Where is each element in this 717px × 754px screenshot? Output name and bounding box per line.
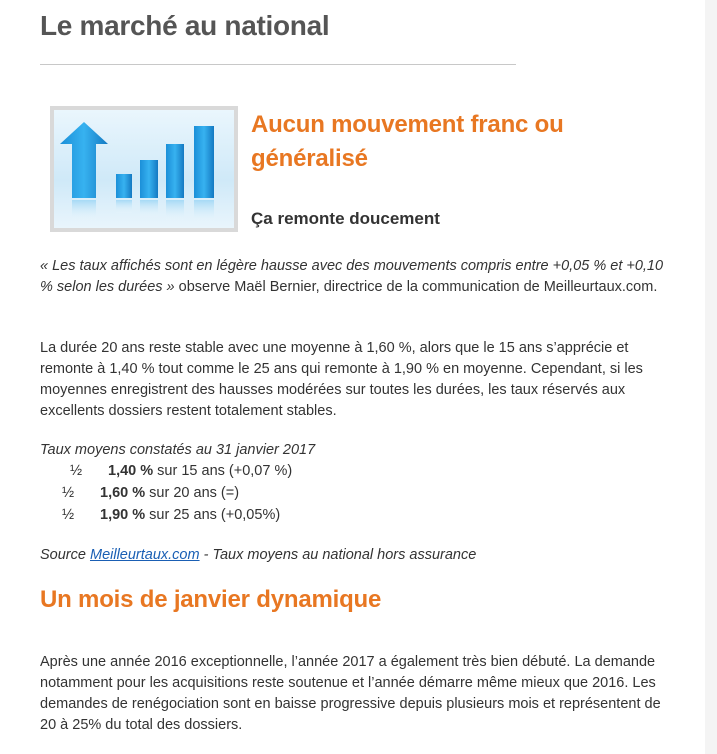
rate-item-20-ans <box>62 483 239 504</box>
rate-item-25-ans <box>62 505 280 526</box>
bullet-glyph: ½ <box>70 463 83 479</box>
rate-label: sur 25 ans (+0,05%) <box>145 507 281 523</box>
hero-image-frame <box>50 106 238 232</box>
page-title: Le marché au national <box>40 10 330 41</box>
bullet-glyph: ½ <box>62 485 75 501</box>
janvier-paragraph: Après une année 2016 exceptionnelle, l’année 2017 a également très bien débuté. La demande notamment pour les acquisitions reste soutenue et l’année démarre même mieux que 2016. Les demandes de renégociation sont en baisse progressive depuis plusieurs mois et représentent de 20 à 25% du total des dossiers. <box>40 654 661 733</box>
hero-title: Aucun mouvement franc ou généralisé <box>251 111 564 172</box>
intro-quote: « Les taux affichés sont en légère hausse avec des mouvements compris entre +0,05 % et +0,10 % selon les durées » <box>40 258 664 295</box>
meilleurtaux-link[interactable]: Meilleurtaux.com <box>89 547 200 563</box>
rate-value: 1,60 % <box>100 485 146 501</box>
hero-subtitle: Ça remonte doucement <box>251 209 440 228</box>
rising-bar-chart-arrow-icon <box>54 110 234 228</box>
page-edge-strip <box>705 0 717 754</box>
intro-paragraph <box>40 256 676 298</box>
source-prefix: Source <box>40 547 90 563</box>
rate-item-15-ans <box>70 461 292 482</box>
bullet-glyph: ½ <box>62 507 75 523</box>
rate-value: 1,90 % <box>100 507 146 523</box>
rate-label: sur 20 ans (=) <box>145 485 240 501</box>
source-suffix: - Taux moyens au national hors assurance <box>199 547 477 563</box>
rate-value: 1,40 % <box>108 463 154 479</box>
source-line <box>40 545 476 566</box>
rate-label: sur 15 ans (+0,07 %) <box>153 463 293 479</box>
rates-heading: Taux moyens constatés au 31 janvier 2017 <box>40 442 316 458</box>
rates-paragraph: La durée 20 ans reste stable avec une moyenne à 1,60 %, alors que le 15 ans s’apprécie et remonte à 1,40 % tout comme le 25 ans qui remonte à 1,90 % en moyenne. Cependant, si les moyennes enregistrent des hausses modérées sur toutes les durées, les taux réservés aux excellents dossiers restent totalement stables. <box>40 340 643 419</box>
intro-attribution: observe Maël Bernier, directrice de la communication de Meilleurtaux.com. <box>174 279 658 295</box>
title-divider <box>40 64 516 65</box>
section-title-janvier: Un mois de janvier dynamique <box>40 586 382 613</box>
